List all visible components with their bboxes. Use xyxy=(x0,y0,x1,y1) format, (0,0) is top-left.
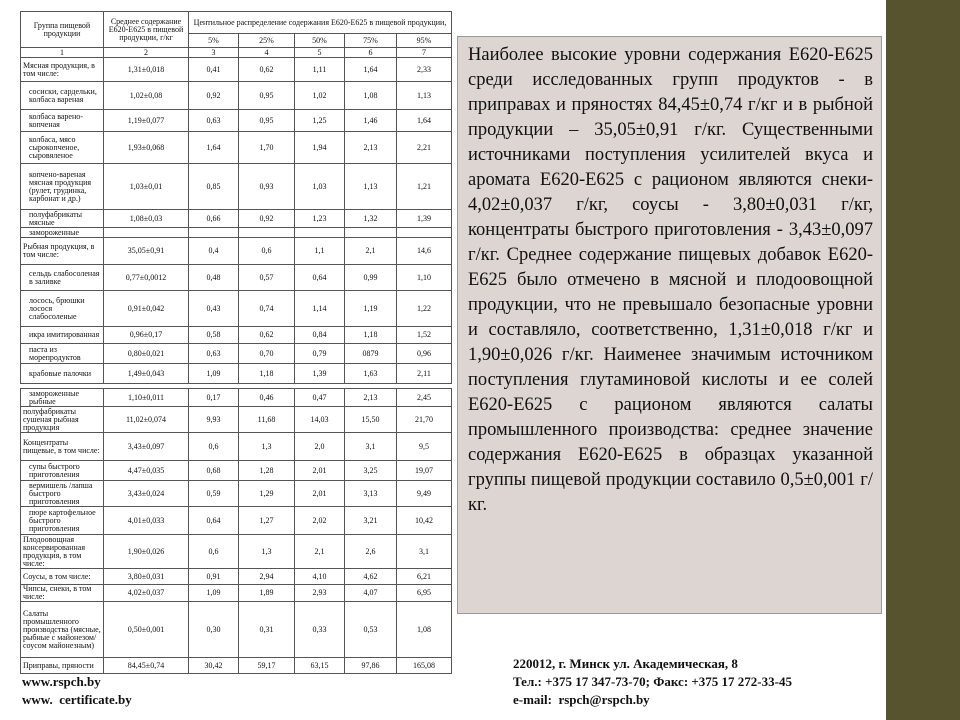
cell-p5: 1,09 xyxy=(189,364,239,384)
phone-fax-text: Тел.: +375 17 347-73-70; Факс: +375 17 272-33-45 xyxy=(513,674,792,689)
cell-p50: 1,23 xyxy=(295,210,345,228)
cell-p75: 2,13 xyxy=(345,389,397,407)
cell-p5: 9,93 xyxy=(189,407,239,433)
row-label: колбаса варено-копченая xyxy=(21,110,104,132)
table-row xyxy=(21,461,452,481)
cell-p95: 2,45 xyxy=(397,389,452,407)
cell-p25: 0,93 xyxy=(239,164,295,210)
colnum: 7 xyxy=(397,48,452,58)
row-label: сельдь слабосоленая в заливке xyxy=(21,265,104,291)
cell-p95: 10,42 xyxy=(397,507,452,535)
row-label: вермишель /лапша быстрого приготовления xyxy=(21,481,104,507)
cell-p75: 2,13 xyxy=(345,132,397,164)
cell-p25: 0,95 xyxy=(239,110,295,132)
table-row xyxy=(21,238,452,265)
cell-p5: 0,91 xyxy=(189,569,239,585)
cell-p95: 2,11 xyxy=(397,364,452,384)
row-label: крабовые палочки xyxy=(21,364,104,384)
row-label: пюре картофельное быстрого приготовления xyxy=(21,507,104,535)
cell-p75 xyxy=(345,228,397,238)
cell-p75: 0,53 xyxy=(345,602,397,658)
cell-p95: 1,10 xyxy=(397,265,452,291)
row-label: замороженные xyxy=(21,228,104,238)
cell-p25: 1,28 xyxy=(239,461,295,481)
cell-p25: 0,6 xyxy=(239,238,295,265)
cell-p75: 0,99 xyxy=(345,265,397,291)
table-row xyxy=(21,110,452,132)
cell-p5: 0,66 xyxy=(189,210,239,228)
cell-p75: 1,64 xyxy=(345,58,397,82)
cell-mean: 1,93±0,068 xyxy=(104,132,189,164)
cell-p50: 1,39 xyxy=(295,364,345,384)
footer-contacts xyxy=(513,655,792,709)
cell-mean: 84,45±0,74 xyxy=(104,658,189,674)
cell-p25: 0,70 xyxy=(239,344,295,364)
cell-p75: 97,86 xyxy=(345,658,397,674)
header-group: Группа пищевой продукции xyxy=(21,12,104,48)
website-link-rspch[interactable]: www.rspch.by xyxy=(22,674,101,689)
header-p75: 75% xyxy=(345,34,397,48)
colnum: 1 xyxy=(21,48,104,58)
row-label: Плодоовощная консервированная продукция, в том числе: xyxy=(21,535,104,569)
cell-mean: 1,19±0,077 xyxy=(104,110,189,132)
cell-p50: 0,84 xyxy=(295,327,345,344)
cell-p5: 30,42 xyxy=(189,658,239,674)
cell-p50: 2,1 xyxy=(295,535,345,569)
footer-websites xyxy=(22,673,132,709)
cell-p95: 14,6 xyxy=(397,238,452,265)
row-label: паста из морепродуктов xyxy=(21,344,104,364)
cell-p75: 15,50 xyxy=(345,407,397,433)
cell-mean: 1,90±0,026 xyxy=(104,535,189,569)
website-link-certificate[interactable]: www. certificate.by xyxy=(22,692,132,707)
table-row xyxy=(21,291,452,327)
cell-p25: 0,46 xyxy=(239,389,295,407)
cell-mean: 11,02±0,074 xyxy=(104,407,189,433)
cell-p95: 3,1 xyxy=(397,535,452,569)
row-label: полуфабрикаты мясные xyxy=(21,210,104,228)
cell-p5: 0,63 xyxy=(189,110,239,132)
row-label: замороженные рыбные xyxy=(21,389,104,407)
table-row xyxy=(21,265,452,291)
cell-p5: 0,6 xyxy=(189,535,239,569)
cell-p25: 1,18 xyxy=(239,364,295,384)
cell-p50: 1,14 xyxy=(295,291,345,327)
cell-p5: 0,43 xyxy=(189,291,239,327)
cell-p95: 1,08 xyxy=(397,602,452,658)
cell-p75: 3,13 xyxy=(345,481,397,507)
cell-mean: 3,43±0,024 xyxy=(104,481,189,507)
cell-p95: 1,64 xyxy=(397,110,452,132)
table-row xyxy=(21,327,452,344)
colnum: 3 xyxy=(189,48,239,58)
cell-p5: 0,48 xyxy=(189,265,239,291)
cell-p5: 0,85 xyxy=(189,164,239,210)
cell-p25 xyxy=(239,228,295,238)
cell-p5: 1,64 xyxy=(189,132,239,164)
cell-mean xyxy=(104,228,189,238)
cell-p75: 3,21 xyxy=(345,507,397,535)
cell-p50: 0,79 xyxy=(295,344,345,364)
cell-p95 xyxy=(397,228,452,238)
header-p25: 25% xyxy=(239,34,295,48)
cell-mean: 1,02±0,08 xyxy=(104,82,189,110)
cell-p50: 63,15 xyxy=(295,658,345,674)
cell-p5: 0,59 xyxy=(189,481,239,507)
cell-p25: 1,27 xyxy=(239,507,295,535)
cell-p95: 6,21 xyxy=(397,569,452,585)
row-label: Чипсы, снеки, в том числе: xyxy=(21,585,104,602)
cell-p95: 9,49 xyxy=(397,481,452,507)
cell-p75: 1,46 xyxy=(345,110,397,132)
cell-mean: 1,49±0,043 xyxy=(104,364,189,384)
header-p5: 5% xyxy=(189,34,239,48)
colnum: 5 xyxy=(295,48,345,58)
cell-p95: 9,5 xyxy=(397,433,452,461)
row-label: лосось, брюшки лосося слабосоленые xyxy=(21,291,104,327)
cell-p50: 0,47 xyxy=(295,389,345,407)
table-row xyxy=(21,210,452,228)
cell-p50: 0,33 xyxy=(295,602,345,658)
cell-p95: 2,33 xyxy=(397,58,452,82)
cell-p5: 0,58 xyxy=(189,327,239,344)
cell-mean: 35,05±0,91 xyxy=(104,238,189,265)
summary-textbox xyxy=(457,36,882,614)
cell-p5: 0,41 xyxy=(189,58,239,82)
cell-mean: 1,08±0,03 xyxy=(104,210,189,228)
cell-p75: 1,08 xyxy=(345,82,397,110)
table-row xyxy=(21,58,452,82)
cell-p5: 1,09 xyxy=(189,585,239,602)
data-table-container xyxy=(20,11,451,674)
cell-p50: 2,02 xyxy=(295,507,345,535)
colnum: 6 xyxy=(345,48,397,58)
header-centile: Центильное распределение содержания Е620-Е625 в пищевой продукции, xyxy=(189,12,452,34)
header-mean: Среднее содержание Е620-Е625 в пищевой продукции, г/кг xyxy=(104,12,189,48)
cell-p5: 0,68 xyxy=(189,461,239,481)
table-row xyxy=(21,658,452,674)
table-row xyxy=(21,228,452,238)
cell-p75: 2,6 xyxy=(345,535,397,569)
cell-mean: 4,47±0,035 xyxy=(104,461,189,481)
cell-p50: 1,11 xyxy=(295,58,345,82)
cell-p5: 0,6 xyxy=(189,433,239,461)
cell-p25: 1,29 xyxy=(239,481,295,507)
cell-p50: 4,10 xyxy=(295,569,345,585)
cell-p25: 1,70 xyxy=(239,132,295,164)
cell-mean: 0,96±0,17 xyxy=(104,327,189,344)
table-body xyxy=(21,58,452,674)
cell-p5: 0,63 xyxy=(189,344,239,364)
summary-paragraph: Наиболее высокие уровни содержания Е620-Е625 среди исследованных групп продуктов - в приправах и пряностях 84,45±0,74 г/кг и в рыбной продукции – 35,05±0,91 г/кг. Существенными источниками поступления усилителей вкуса и аромата Е620-Е625 с рационом являются снеки- 4,02±0,037 г/кг, соусы - 3,80±0,031 г/кг, концентраты быстрого приготовления - 3,43±0,097 г/кг. Среднее содержание пищевых добавок Е620-Е625 было отмечено в мясной и плодоовощной продукции, что не превышало безопасные уровни и составляло, соответственно, 1,31±0,018 г/кг и 1,90±0,026 г/кг. Наименее значимым источником поступления глутаминовой кислоты и ее солей Е620-Е625 с рационом являются салаты промышленного производства: среднее значение содержания Е620-Е625 в образцах указанной группы пищевой продукции составило 0,5±0,001 г/кг. xyxy=(468,45,873,515)
cell-p95: 2,21 xyxy=(397,132,452,164)
cell-mean: 1,03±0,01 xyxy=(104,164,189,210)
table-row xyxy=(21,433,452,461)
cell-mean: 3,80±0,031 xyxy=(104,569,189,585)
cell-p25: 0,57 xyxy=(239,265,295,291)
cell-p50: 2,01 xyxy=(295,481,345,507)
colnum: 2 xyxy=(104,48,189,58)
table-row xyxy=(21,507,452,535)
row-label: полуфабрикаты сушеная рыбная продукция xyxy=(21,407,104,433)
row-label: Мясная продукция, в том числе: xyxy=(21,58,104,82)
cell-p75: 1,63 xyxy=(345,364,397,384)
cell-p95: 0,96 xyxy=(397,344,452,364)
cell-p25: 0,95 xyxy=(239,82,295,110)
cell-p75: 1,19 xyxy=(345,291,397,327)
cell-p25: 2,94 xyxy=(239,569,295,585)
header-p50: 50% xyxy=(295,34,345,48)
cell-mean: 4,01±0,033 xyxy=(104,507,189,535)
row-label: копчено-вареная мясная продукция (рулет, грудинка, карбонат и др.) xyxy=(21,164,104,210)
row-label: сосиски, сардельки, колбаса вареная xyxy=(21,82,104,110)
cell-p95: 6,95 xyxy=(397,585,452,602)
cell-p25: 1,89 xyxy=(239,585,295,602)
table-row xyxy=(21,164,452,210)
cell-p25: 1,3 xyxy=(239,535,295,569)
cell-p95: 19,07 xyxy=(397,461,452,481)
table-row xyxy=(21,82,452,110)
cell-p95: 1,13 xyxy=(397,82,452,110)
cell-mean: 3,43±0,097 xyxy=(104,433,189,461)
email-text[interactable]: e-mail: rspch@rspch.by xyxy=(513,692,650,707)
cell-p50: 14,03 xyxy=(295,407,345,433)
table-row xyxy=(21,602,452,658)
cell-p50: 1,94 xyxy=(295,132,345,164)
cell-p25: 11,68 xyxy=(239,407,295,433)
cell-p25: 0,62 xyxy=(239,58,295,82)
e620-content-table xyxy=(20,11,452,674)
header-p95: 95% xyxy=(397,34,452,48)
cell-p75: 0879 xyxy=(345,344,397,364)
cell-p25: 0,92 xyxy=(239,210,295,228)
cell-p50: 2,01 xyxy=(295,461,345,481)
cell-mean: 0,77±0,0012 xyxy=(104,265,189,291)
cell-p5: 0,17 xyxy=(189,389,239,407)
cell-p95: 165,08 xyxy=(397,658,452,674)
cell-p50: 2,93 xyxy=(295,585,345,602)
row-label: икра имитированная xyxy=(21,327,104,344)
cell-p75: 1,18 xyxy=(345,327,397,344)
table-row xyxy=(21,585,452,602)
cell-p50: 1,02 xyxy=(295,82,345,110)
cell-p50: 1,03 xyxy=(295,164,345,210)
row-label: Соусы, в том числе: xyxy=(21,569,104,585)
cell-mean: 1,10±0,011 xyxy=(104,389,189,407)
colnum: 4 xyxy=(239,48,295,58)
cell-p25: 0,74 xyxy=(239,291,295,327)
row-label: колбаса, мясо сырокопченое, сыровяленое xyxy=(21,132,104,164)
cell-p75: 3,25 xyxy=(345,461,397,481)
table-row xyxy=(21,535,452,569)
decorative-sidebar xyxy=(886,0,960,720)
cell-p95: 1,52 xyxy=(397,327,452,344)
cell-p50: 0,64 xyxy=(295,265,345,291)
table-row xyxy=(21,481,452,507)
row-label: Салаты промышленного производства (мясные, рыбные с майонезом/соусом майонезным) xyxy=(21,602,104,658)
cell-mean: 0,80±0,021 xyxy=(104,344,189,364)
cell-mean: 0,50±0,001 xyxy=(104,602,189,658)
cell-p5: 0,64 xyxy=(189,507,239,535)
table-row xyxy=(21,407,452,433)
address-text: 220012, г. Минск ул. Академическая, 8 xyxy=(513,656,738,671)
row-label: Приправы, пряности xyxy=(21,658,104,674)
cell-p25: 59,17 xyxy=(239,658,295,674)
cell-p75: 2,1 xyxy=(345,238,397,265)
cell-p95: 21,70 xyxy=(397,407,452,433)
cell-p25: 0,31 xyxy=(239,602,295,658)
cell-p75: 1,32 xyxy=(345,210,397,228)
cell-p75: 4,62 xyxy=(345,569,397,585)
cell-p5: 0,4 xyxy=(189,238,239,265)
cell-mean: 1,31±0,018 xyxy=(104,58,189,82)
cell-p50: 1,25 xyxy=(295,110,345,132)
cell-p50: 2,0 xyxy=(295,433,345,461)
table-row xyxy=(21,389,452,407)
cell-p95: 1,21 xyxy=(397,164,452,210)
table-row xyxy=(21,132,452,164)
row-label: Концентраты пищевые, в том числе: xyxy=(21,433,104,461)
cell-p50: 1,1 xyxy=(295,238,345,265)
cell-p95: 1,22 xyxy=(397,291,452,327)
cell-p5 xyxy=(189,228,239,238)
table-row xyxy=(21,569,452,585)
cell-p5: 0,30 xyxy=(189,602,239,658)
cell-p25: 0,62 xyxy=(239,327,295,344)
row-label: супы быстрого приготовления xyxy=(21,461,104,481)
cell-p5: 0,92 xyxy=(189,82,239,110)
cell-p95: 1,39 xyxy=(397,210,452,228)
cell-p25: 1,3 xyxy=(239,433,295,461)
table-row xyxy=(21,344,452,364)
cell-p75: 4,07 xyxy=(345,585,397,602)
cell-p75: 3,1 xyxy=(345,433,397,461)
cell-p50 xyxy=(295,228,345,238)
cell-mean: 0,91±0,042 xyxy=(104,291,189,327)
table-row xyxy=(21,364,452,384)
cell-p75: 1,13 xyxy=(345,164,397,210)
row-label: Рыбная продукция, в том числе: xyxy=(21,238,104,265)
cell-mean: 4,02±0,037 xyxy=(104,585,189,602)
